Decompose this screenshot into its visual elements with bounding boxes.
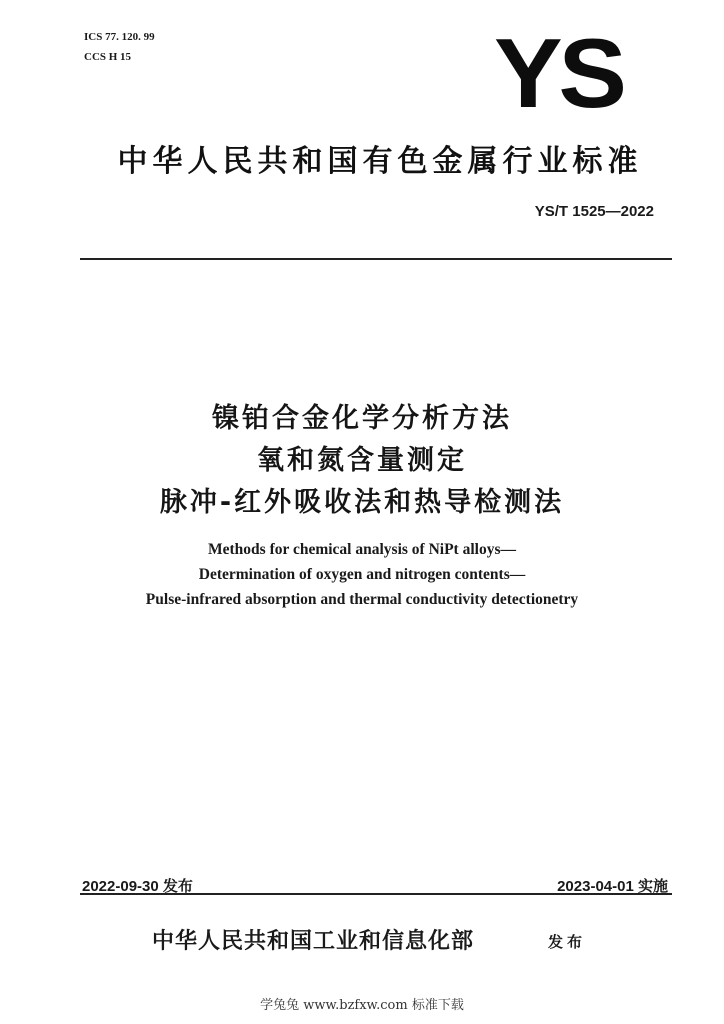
standard-code: YS/T 1525—2022 <box>534 203 654 220</box>
top-divider <box>80 258 672 260</box>
chinese-title-line-2: 氧和氮含量测定 <box>257 445 467 476</box>
issue-label: 发布 <box>548 933 587 951</box>
issuing-authority: 中华人民共和国工业和信息化部 <box>152 928 475 954</box>
english-title-line-1: Methods for chemical analysis of NiPt alloys— <box>208 541 516 558</box>
ys-logo: YS <box>494 18 623 128</box>
english-title-line-2: Determination of oxygen and nitrogen contents— <box>198 566 526 583</box>
chinese-title-line-3: 脉冲-红外吸收法和热导检测法 <box>159 487 565 518</box>
implement-date: 2023-04-01 实施 <box>557 878 668 895</box>
chinese-title-line-1: 镍铂合金化学分析方法 <box>212 403 512 434</box>
standard-category-title: 中华人民共和国有色金属行业标准 <box>117 144 643 179</box>
footer-watermark: 学兔兔 www.bzfxw.com 标准下载 <box>260 998 464 1013</box>
english-title-line-3: Pulse-infrared absorption and thermal conductivity detectionetry <box>145 591 579 608</box>
bottom-divider <box>80 893 672 895</box>
publish-date: 2022-09-30 发布 <box>82 878 193 895</box>
ics-code: ICS 77. 120. 99 <box>84 31 155 43</box>
ccs-code: CCS H 15 <box>84 51 132 63</box>
